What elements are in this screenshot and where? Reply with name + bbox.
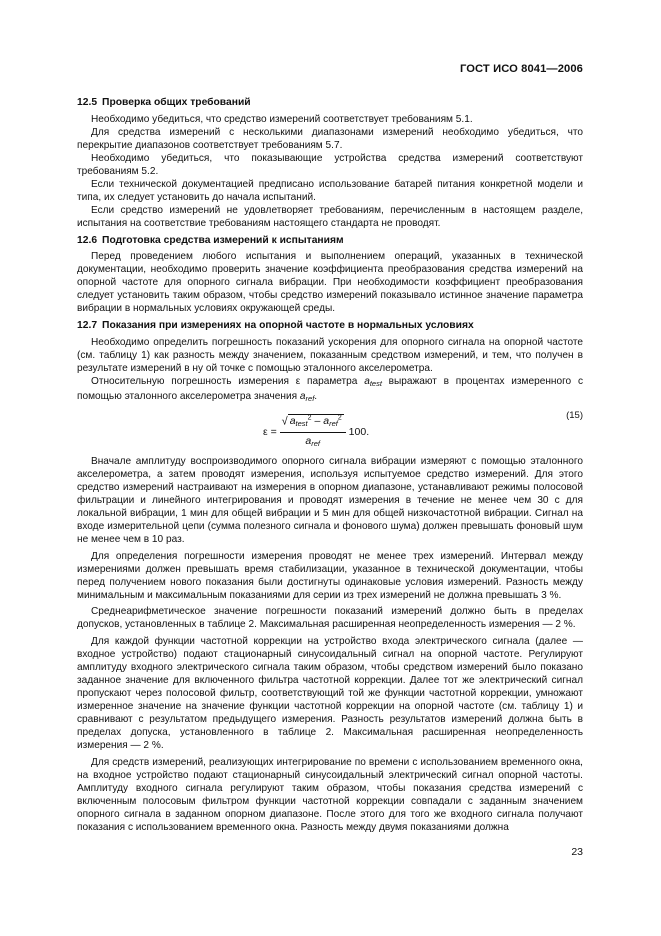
section-number: 12.7 <box>77 320 98 332</box>
paragraph: Для средства измерений с несколькими диапазонами измерений необходимо убедиться, что перекрытие диапазонов соответствует требованиям 5.7. <box>77 126 583 151</box>
formula-fraction: $\frac{√ a_{test}^2 - a_{ref}^2}{a_{ref}}$ <box>280 413 346 451</box>
paragraph: Вначале амплитуду воспроизводимого опорного сигнала вибрации измеряют с помощью эталонного акселерометра, а затем проводят измерения, используя испытуемое средство измерений. Для этого средство измерений настраивают на измерения в опорном диапазоне, устанавливают режимы полосовой фильтрации и линейного интегрирования и проводят измерения в течение не менее чем 30 с для локальной вибрации, 1 мин для общей вибрации и 5 мин для общей низкочастотной вибрации. Сигнал на входе измерительной цепи (сумма полезного сигнала и фонового шума) должен превышать фоновый шум не менее чем в 10 раз. <box>77 455 583 545</box>
section-title: Подготовка средства измерений к испытаниям <box>102 234 344 246</box>
paragraph: Если технической документацией предписано использование батарей питания конкретной модели и типа, их следует установить до начала испытаний. <box>77 178 583 203</box>
section-heading-12-7 <box>77 320 583 333</box>
paragraph: Среднеарифметическое значение погрешности показаний измерений должно быть в пределах допусков, установленных в таблице 2. Максимальная расширенная неопределенность измерения — 2 %. <box>77 606 583 631</box>
paragraph: Необходимо убедиться, что средство измерений соответствует требованиям 5.1. <box>91 113 473 125</box>
document-body <box>77 93 583 835</box>
paragraph: Для каждой функции частотной коррекции на устройство входа электрического сигнала (далее — входное устройство) подают стационарный синусоидальный сигнал на опорной частоте. Регулируют амплитуду входного электрического сигнала таким образом, чтобы средством измерений было показано заданное значение для включенного фильтра частотной коррекции. Далее тот же электрический сигнал пропускают через полосовой фильтр, соответствующий той же функции частотной коррекции, умножают измеренное значение на значение функции частотной коррекции на опорной частоте (см. таблицу 1) и сравнивают с результатом предыдущего измерения. Разность результатов измерений должна быть в пределах допуска, установленного в таблице 2. Максимальная расширенная неопределенность измерения — 2 %. <box>77 636 583 751</box>
section-heading-12-6 <box>77 235 583 248</box>
section-heading-12-5 <box>77 97 583 110</box>
paragraph: Перед проведением любого испытания и выполнением операций, указанных в технической документации, необходимо проверить значение коэффициента преобразования средства измерений на опорной частоте для опорного сигнала вибрации. При необходимости коэффициент преобразования следует установить таким образом, чтобы средство измерений показывало истинное значение параметра вибрации в нормальных условиях окружающей среды. <box>77 251 583 315</box>
paragraph-relative-error: Относительную погрешность измерения ε параметра $a_{test}$ выражают в процентах измеренного с помощью эталонного акселерометра значения $a_{ref}$. <box>77 376 583 404</box>
section-title: Проверка общих требований <box>102 97 251 108</box>
paragraph: Необходимо убедиться, что показывающие устройства средства измерений соответствуют требованиям 5.2. <box>77 152 583 177</box>
page-number: 23 <box>571 846 583 858</box>
document-header: ГОСТ ИСО 8041—2006 <box>459 63 583 75</box>
equation-number: (15) <box>566 409 583 421</box>
section-number: 12.5 <box>77 97 98 108</box>
formula-15 <box>77 410 583 450</box>
paragraph: Для средств измерений, реализующих интегрирование по времени с использованием временного окна, на входное устройство подают стационарный синусоидальный электрический сигнал опорной частоты. Амплитуду входного сигнала регулируют таким образом, чтобы показания средства измерений с включенным полосовым фильтром функции частотной коррекции совпадали с заданным значением опорного сигнала в заданном опорном диапазоне. После этого для того же входного сигнала получают показания с использованием временного окна. Разность между двумя показаниями должна <box>77 756 583 833</box>
formula-expression: ε = $\frac{√ a_{test}^2 - a_{ref}^2}{a_{ref}}$ 100. <box>263 413 369 451</box>
paragraph: Необходимо определить погрешность показаний ускорения для опорного сигнала на опорной частоте (см. таблицу 1) как разность между значением, показанным средством измерений, и тем, что получен в результате измерений в ну ой точке с помощью эталонного акселерометра. <box>77 337 583 375</box>
paragraph: Для определения погрешности измерения проводят не менее трех измерений. Интервал между измерениями должен превышать время стабилизации, указанное в технической документации, чтобы перед получением нового показания были достигнуты одинаковые условия измерений. Разность между минимальным и максимальным показаниями для серии из трех измерений не должна превышать 3 %. <box>77 550 583 601</box>
paragraph: Если средство измерений не удовлетворяет требованиям, перечисленным в настоящем разделе, испытания на соответствие требованиям настоящего стандарта не проводят. <box>77 204 583 229</box>
section-title: Показания при измерениях на опорной частоте в нормальных условиях <box>102 320 474 332</box>
section-number: 12.6 <box>77 234 98 246</box>
